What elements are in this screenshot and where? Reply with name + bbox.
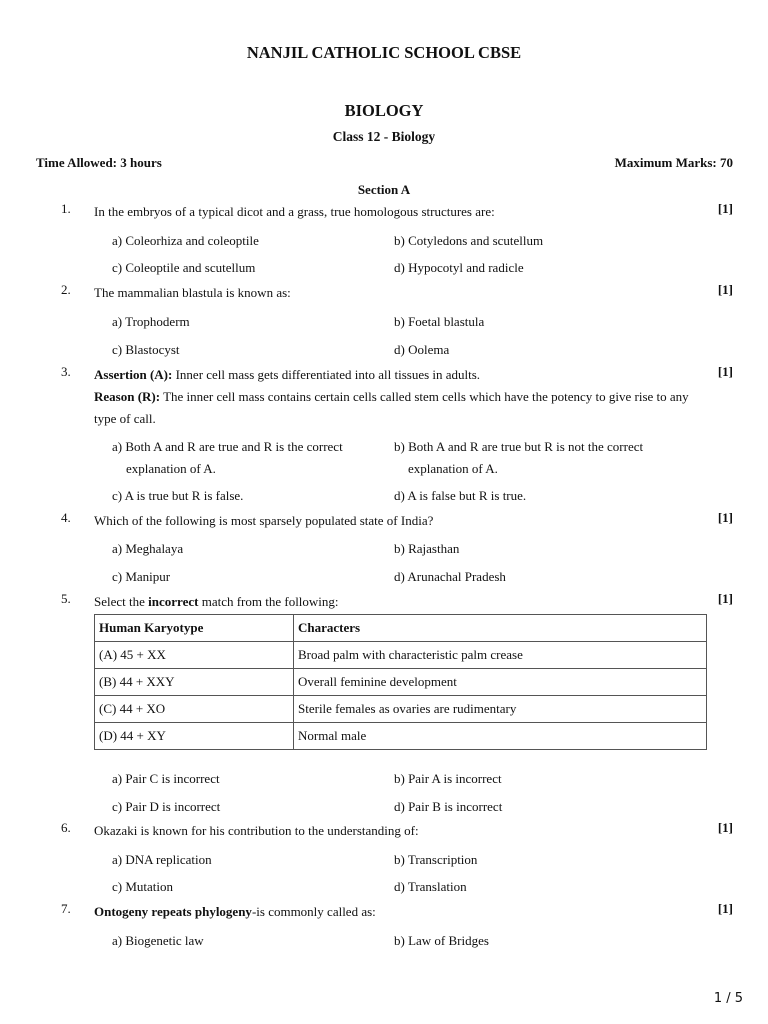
- option-c[interactable]: c) Mutation: [112, 879, 174, 894]
- reason-label: Reason (R):: [94, 389, 161, 404]
- table-header: Human Karyotype: [95, 615, 294, 642]
- question-mark: [1]: [717, 820, 733, 835]
- question-mark: [1]: [717, 510, 733, 525]
- question-text: The mammalian blastula is known as:: [94, 285, 291, 300]
- option-b[interactable]: b) Transcription: [394, 852, 478, 867]
- karyotype-table: [94, 614, 707, 750]
- option-c[interactable]: c) Manipur: [112, 569, 171, 584]
- option-b[interactable]: b) Both A and R are true but R is not the correct explanation of A.: [394, 439, 644, 476]
- question-text: Which of the following is most sparsely populated state of India?: [94, 513, 434, 528]
- table-row: [95, 642, 707, 669]
- school-name: NANJIL CATHOLIC SCHOOL CBSE: [246, 43, 522, 62]
- table-cell: Normal male: [294, 723, 707, 750]
- option-a[interactable]: a) Coleorhiza and coleoptile: [112, 233, 259, 248]
- question-text-start: Select the: [94, 594, 149, 609]
- question-mark: [1]: [717, 591, 733, 606]
- time-allowed: Time Allowed: 3 hours: [36, 155, 162, 170]
- table-row: [95, 723, 707, 750]
- option-a[interactable]: a) Biogenetic law: [112, 933, 204, 948]
- question-number: 4.: [61, 510, 71, 525]
- question-number: 1.: [61, 201, 71, 216]
- table-cell: Overall feminine development: [294, 669, 707, 696]
- question-text-emphasis: incorrect: [148, 594, 199, 609]
- option-a[interactable]: a) Trophoderm: [112, 314, 190, 329]
- table-header: Characters: [294, 615, 707, 642]
- question-text: Okazaki is known for his contribution to the understanding of:: [94, 823, 419, 838]
- option-d[interactable]: d) Translation: [394, 879, 467, 894]
- question-text: [94, 591, 694, 613]
- option-d[interactable]: d) Arunachal Pradesh: [394, 569, 506, 584]
- question-text: [94, 901, 694, 923]
- option-c[interactable]: c) Pair D is incorrect: [112, 799, 221, 814]
- question-number: 5.: [61, 591, 71, 606]
- question-mark: [1]: [717, 901, 733, 916]
- question-number: 2.: [61, 282, 71, 297]
- question-mark: [1]: [717, 282, 733, 297]
- assertion-text: Inner cell mass gets differentiated into all tissues in adults.: [172, 367, 481, 382]
- class-line: Class 12 - Biology: [332, 129, 436, 144]
- question-text: In the embryos of a typical dicot and a grass, true homologous structures are:: [94, 204, 495, 219]
- option-d[interactable]: d) Pair B is incorrect: [394, 799, 503, 814]
- option-a[interactable]: a) DNA replication: [112, 852, 212, 867]
- question-text-end: -is commonly called as:: [251, 904, 376, 919]
- question-number: 6.: [61, 820, 71, 835]
- table-cell: (C) 44 + XO: [95, 696, 294, 723]
- option-d[interactable]: d) Oolema: [394, 342, 450, 357]
- question-mark: [1]: [717, 364, 733, 379]
- option-c[interactable]: c) Blastocyst: [112, 342, 180, 357]
- subject-title: BIOLOGY: [344, 101, 424, 120]
- table-cell: Sterile females as ovaries are rudimentary: [294, 696, 707, 723]
- option-a[interactable]: a) Pair C is incorrect: [112, 771, 220, 786]
- maximum-marks: Maximum Marks: 70: [614, 155, 733, 170]
- table-cell: (A) 45 + XX: [95, 642, 294, 669]
- question-mark: [1]: [717, 201, 733, 216]
- table-cell: Broad palm with characteristic palm crease: [294, 642, 707, 669]
- option-b[interactable]: b) Foetal blastula: [394, 314, 485, 329]
- question-number: 3.: [61, 364, 71, 379]
- option-c[interactable]: c) A is true but R is false.: [112, 488, 244, 503]
- option-b[interactable]: b) Law of Bridges: [394, 933, 489, 948]
- option-b[interactable]: b) Cotyledons and scutellum: [394, 233, 544, 248]
- option-a[interactable]: a) Meghalaya: [112, 541, 184, 556]
- option-d[interactable]: d) A is false but R is true.: [394, 488, 527, 503]
- option-c[interactable]: c) Coleoptile and scutellum: [112, 260, 256, 275]
- option-d[interactable]: d) Hypocotyl and radicle: [394, 260, 524, 275]
- table-row: [95, 669, 707, 696]
- assertion-line: [94, 364, 694, 386]
- section-heading: Section A: [357, 182, 411, 197]
- table-row: [95, 696, 707, 723]
- question-text-end: match from the following:: [198, 594, 339, 609]
- question-text: [94, 364, 694, 430]
- page-number: 1 / 5: [713, 991, 743, 1006]
- option-a[interactable]: a) Both A and R are true and R is the correct explanation of A.: [112, 439, 343, 476]
- table-cell: (B) 44 + XXY: [95, 669, 294, 696]
- option-b[interactable]: b) Pair A is incorrect: [394, 771, 502, 786]
- table-header-row: [95, 615, 707, 642]
- reason-text: The inner cell mass contains certain cells called stem cells which have the potency to give rise to any type of call.: [94, 389, 689, 426]
- table-cell: (D) 44 + XY: [95, 723, 294, 750]
- question-number: 7.: [61, 901, 71, 916]
- assertion-label: Assertion (A):: [94, 367, 173, 382]
- reason-line: [94, 386, 694, 430]
- option-b[interactable]: b) Rajasthan: [394, 541, 460, 556]
- question-text-emphasis: Ontogeny repeats phylogeny: [94, 904, 252, 919]
